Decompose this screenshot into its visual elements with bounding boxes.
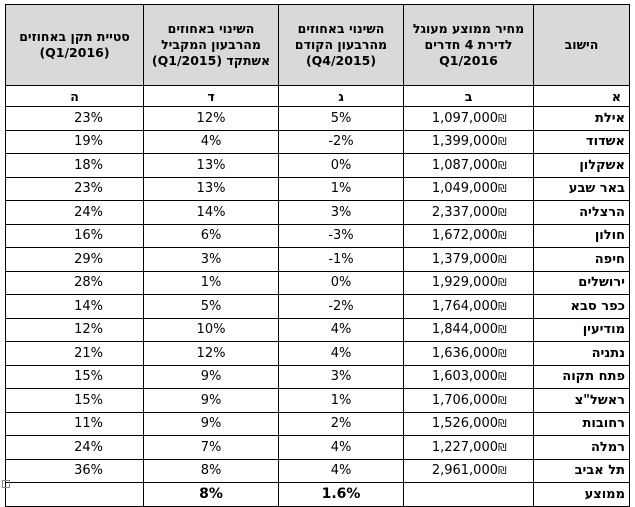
price-value: 2,961,000 (431, 463, 498, 479)
cell-price (404, 248, 534, 272)
cell-city: רחובות (534, 412, 630, 436)
cell-price (404, 177, 534, 201)
cell-price (404, 365, 534, 389)
cell-same-quarter: 9% (144, 365, 279, 389)
cell-deviation: 11% (6, 412, 144, 436)
price-value: 1,706,000 (431, 392, 498, 408)
cell-price (404, 412, 534, 436)
table-row (6, 412, 630, 436)
cell-prev-quarter: 3% (279, 201, 404, 225)
table-row (6, 459, 630, 483)
cell-prev-quarter: 4% (279, 318, 404, 342)
cell-same-quarter: 6% (144, 224, 279, 248)
price-value: 1,526,000 (431, 416, 498, 432)
shekel-icon: ₪ (498, 276, 507, 290)
letter-d: ד (144, 86, 279, 107)
cell-deviation: 23% (6, 177, 144, 201)
cell-prev-quarter: 1% (279, 177, 404, 201)
letter-e: ה (6, 86, 144, 107)
cell-city: מודיעין (534, 318, 630, 342)
average-prev-quarter: 1.6% (279, 483, 404, 507)
cell-prev-quarter: 4% (279, 342, 404, 366)
table-row (6, 248, 630, 272)
cell-deviation: 18% (6, 154, 144, 178)
shekel-icon: ₪ (498, 440, 507, 454)
average-label: ממוצע (534, 483, 630, 507)
price-value: 1,227,000 (431, 439, 498, 455)
table-row (6, 436, 630, 460)
cell-prev-quarter: -2% (279, 295, 404, 319)
cell-deviation: 16% (6, 224, 144, 248)
cell-same-quarter: 3% (144, 248, 279, 272)
price-value: 1,087,000 (431, 157, 498, 173)
cell-prev-quarter: 2% (279, 412, 404, 436)
cell-price (404, 130, 534, 154)
average-price-empty (404, 483, 534, 507)
shekel-icon: ₪ (498, 111, 507, 125)
cell-prev-quarter: -3% (279, 224, 404, 248)
cell-prev-quarter: -2% (279, 130, 404, 154)
cell-deviation: 28% (6, 271, 144, 295)
table-row (6, 295, 630, 319)
cell-deviation: 21% (6, 342, 144, 366)
shekel-icon: ₪ (498, 299, 507, 313)
cell-deviation: 36% (6, 459, 144, 483)
shekel-icon: ₪ (498, 346, 507, 360)
cell-same-quarter: 8% (144, 459, 279, 483)
cell-deviation: 24% (6, 201, 144, 225)
cell-prev-quarter: 4% (279, 459, 404, 483)
cell-deviation: 12% (6, 318, 144, 342)
shekel-icon: ₪ (498, 323, 507, 337)
cell-same-quarter: 13% (144, 177, 279, 201)
price-value: 1,844,000 (431, 322, 498, 338)
price-value: 2,337,000 (431, 204, 498, 220)
table-row (6, 365, 630, 389)
cell-price (404, 318, 534, 342)
header-deviation: סטיית תקן באחוזים (Q1/2016) (6, 5, 144, 86)
shekel-icon: ₪ (498, 158, 507, 172)
shekel-icon: ₪ (498, 205, 507, 219)
shekel-icon: ₪ (498, 229, 507, 243)
cell-deviation: 15% (6, 389, 144, 413)
cell-deviation: 19% (6, 130, 144, 154)
cell-prev-quarter: -1% (279, 248, 404, 272)
table-row (6, 224, 630, 248)
shekel-icon: ₪ (498, 182, 507, 196)
sheet-corner-marker (2, 480, 10, 488)
cell-city: נתניה (534, 342, 630, 366)
table-body (6, 107, 630, 507)
cell-same-quarter: 7% (144, 436, 279, 460)
cell-price (404, 436, 534, 460)
cell-city: הרצליה (534, 201, 630, 225)
cell-city: אשדוד (534, 130, 630, 154)
cell-prev-quarter: 0% (279, 154, 404, 178)
shekel-icon: ₪ (498, 135, 507, 149)
cell-deviation: 24% (6, 436, 144, 460)
table-row (6, 201, 630, 225)
header-same-quarter: השינוי באחוזים מהרבעון המקביל אשתקד (Q1/2015) (144, 5, 279, 86)
price-value: 1,764,000 (431, 298, 498, 314)
cell-same-quarter: 14% (144, 201, 279, 225)
housing-price-table (5, 4, 630, 507)
cell-same-quarter: 1% (144, 271, 279, 295)
cell-same-quarter: 9% (144, 389, 279, 413)
price-value: 1,636,000 (431, 345, 498, 361)
price-value: 1,929,000 (431, 275, 498, 291)
cell-city: חיפה (534, 248, 630, 272)
cell-deviation: 15% (6, 365, 144, 389)
shekel-icon: ₪ (498, 464, 507, 478)
price-value: 1,672,000 (431, 228, 498, 244)
letter-a: א (534, 86, 630, 107)
header-city: הישוב (534, 5, 630, 86)
shekel-icon: ₪ (498, 393, 507, 407)
average-deviation-empty (6, 483, 144, 507)
cell-same-quarter: 5% (144, 295, 279, 319)
cell-deviation: 23% (6, 107, 144, 131)
cell-deviation: 29% (6, 248, 144, 272)
shekel-icon: ₪ (498, 417, 507, 431)
table-row (6, 271, 630, 295)
cell-city: אשקלון (534, 154, 630, 178)
cell-price (404, 271, 534, 295)
table-row (6, 342, 630, 366)
letter-c: ג (279, 86, 404, 107)
cell-prev-quarter: 4% (279, 436, 404, 460)
shekel-icon: ₪ (498, 370, 507, 384)
cell-same-quarter: 4% (144, 130, 279, 154)
cell-same-quarter: 13% (144, 154, 279, 178)
cell-city: כפר סבא (534, 295, 630, 319)
cell-city: רמלה (534, 436, 630, 460)
cell-same-quarter: 9% (144, 412, 279, 436)
price-value: 1,097,000 (431, 110, 498, 126)
table-row (6, 154, 630, 178)
price-value: 1,379,000 (431, 251, 498, 267)
cell-same-quarter: 12% (144, 107, 279, 131)
average-same-quarter: 8% (144, 483, 279, 507)
cell-price (404, 107, 534, 131)
cell-price (404, 389, 534, 413)
cell-city: באר שבע (534, 177, 630, 201)
table-row (6, 177, 630, 201)
cell-price (404, 459, 534, 483)
cell-city: תל אביב (534, 459, 630, 483)
cell-deviation: 14% (6, 295, 144, 319)
cell-price (404, 342, 534, 366)
cell-city: פתח תקוה (534, 365, 630, 389)
header-prev-quarter: השינוי באחוזים מהרבעון הקודם (Q4/2015) (279, 5, 404, 86)
table-row (6, 318, 630, 342)
cell-price (404, 154, 534, 178)
cell-same-quarter: 10% (144, 318, 279, 342)
price-value: 1,049,000 (431, 181, 498, 197)
price-value: 1,603,000 (431, 369, 498, 385)
table-row (6, 130, 630, 154)
cell-prev-quarter: 0% (279, 271, 404, 295)
column-letters-row (6, 86, 630, 107)
cell-prev-quarter: 3% (279, 365, 404, 389)
table-row (6, 389, 630, 413)
cell-prev-quarter: 5% (279, 107, 404, 131)
price-value: 1,399,000 (431, 134, 498, 150)
cell-city: חולון (534, 224, 630, 248)
cell-city: ירושלים (534, 271, 630, 295)
cell-price (404, 201, 534, 225)
cell-city: אילת (534, 107, 630, 131)
cell-same-quarter: 12% (144, 342, 279, 366)
cell-prev-quarter: 1% (279, 389, 404, 413)
cell-city: ראשל"צ (534, 389, 630, 413)
letter-b: ב (404, 86, 534, 107)
average-row (6, 483, 630, 507)
shekel-icon: ₪ (498, 252, 507, 266)
header-price: מחיר ממוצע מעוגל לדירת 4 חדרים Q1/2016 (404, 5, 534, 86)
cell-price (404, 295, 534, 319)
cell-price (404, 224, 534, 248)
table-row (6, 107, 630, 131)
header-row (6, 5, 630, 86)
